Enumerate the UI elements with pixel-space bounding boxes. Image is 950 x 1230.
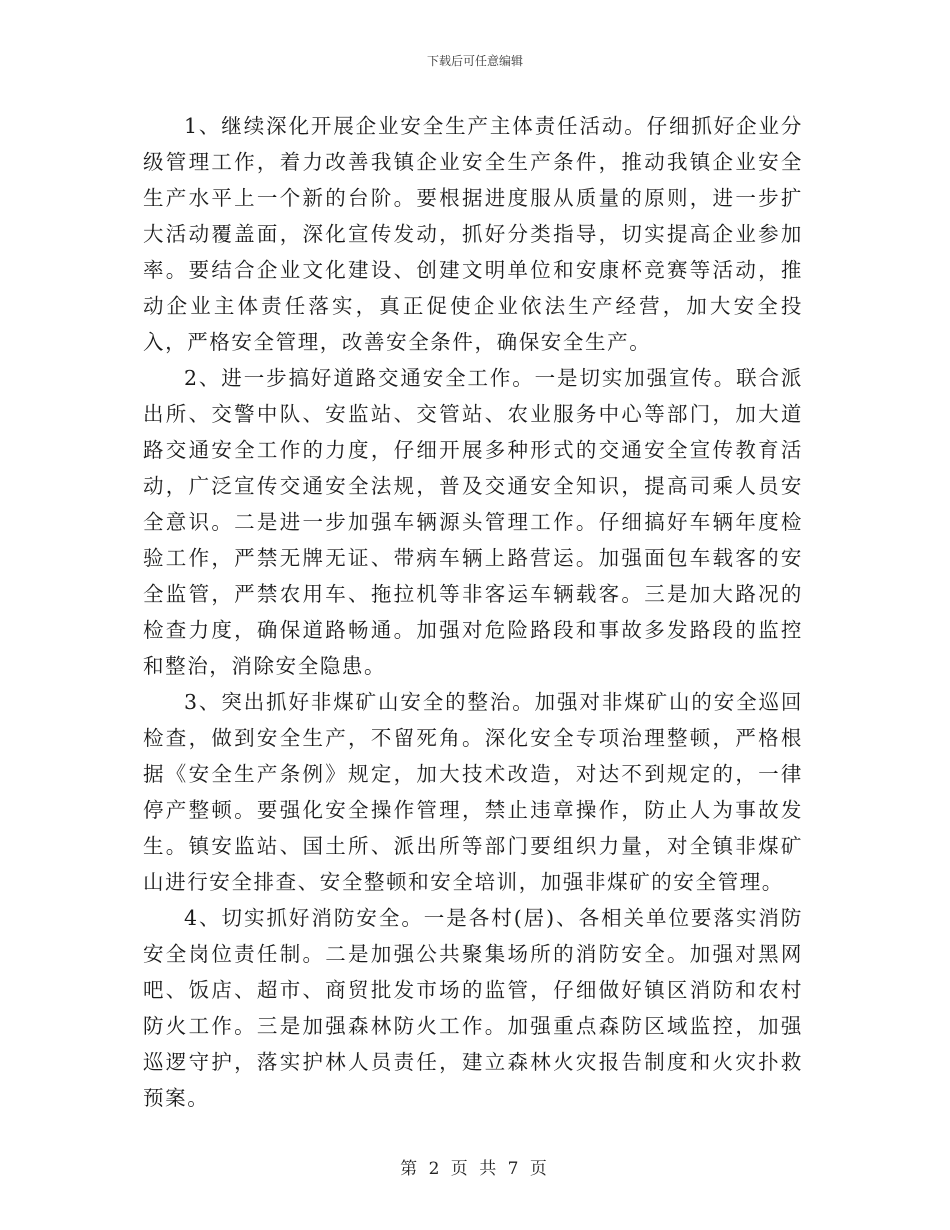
page-header: 下载后可任意编辑 [426,54,523,68]
paragraph-2: 2、进一步搞好道路交通安全工作。一是切实加强宣传。联合派出所、交警中队、安监站、交管站、农业服务中心等部门，加大道路交通安全工作的力度，仔细开展多种形式的交通安全宣传教育活动，广泛宣传交通安全法规，普及交通安全知识，提高司乘人员安全意识。二是进一步加强车辆源头管理工作。仔细搞好车辆年度检验工作，严禁无牌无证、带病车辆上路营运。加强面包车载客的安全监管，严禁农用车、拖拉机等非客运车辆载客。三是加大路况的检查力度，确保道路畅通。加强对危险路段和事故多发路段的监控和整治，消除安全隐患。 [143,366,803,678]
paragraph-4: 4、切实抓好消防安全。一是各村(居)、各相关单位要落实消防安全岗位责任制。二是加强公共聚集场所的消防安全。加强对黑网吧、饭店、超市、商贸批发市场的监管，仔细做好镇区消防和农村防火工作。三是加强森林防火工作。加强重点森防区域监控，加强巡逻守护，落实护林人员责任，建立森林火灾报告制度和火灾扑救预案。 [143,906,803,1110]
paragraph-1: 1、继续深化开展企业安全生产主体责任活动。仔细抓好企业分级管理工作，着力改善我镇企业安全生产条件，推动我镇企业安全生产水平上一个新的台阶。要根据进度服从质量的原则，进一步扩大活动覆盖面，深化宣传发动，抓好分类指导，切实提高企业参加率。要结合企业文化建设、创建文明单位和安康杯竞赛等活动，推动企业主体责任落实，真正促使企业依法生产经营，加大安全投入，严格安全管理，改善安全条件，确保安全生产。 [143,114,803,354]
page-number-footer: 第 2 页 共 7 页 [400,1159,550,1179]
paragraph-3: 3、突出抓好非煤矿山安全的整治。加强对非煤矿山的安全巡回检查，做到安全生产，不留死角。深化安全专项治理整顿，严格根据《安全生产条例》规定，加大技术改造，对达不到规定的，一律停产整顿。要强化安全操作管理，禁止违章操作，防止人为事故发生。镇安监站、国土所、派出所等部门要组织力量，对全镇非煤矿山进行安全排查、安全整顿和安全培训，加强非煤矿的安全管理。 [143,690,803,894]
document-body [143,108,803,1116]
